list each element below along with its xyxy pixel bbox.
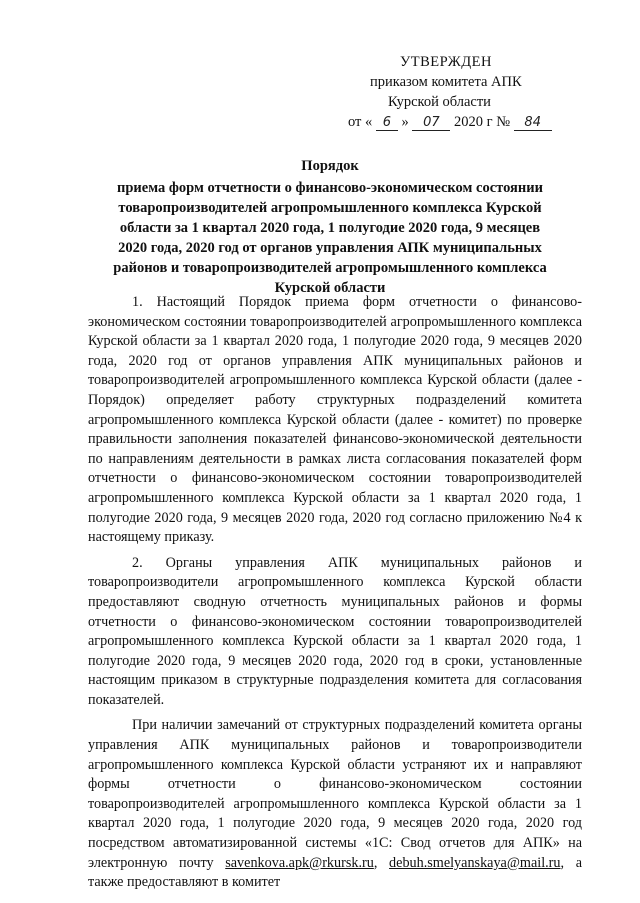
approval-stamp [340, 52, 600, 132]
document-title [110, 156, 550, 298]
approval-date-line [348, 112, 600, 132]
approval-heading: УТВЕРЖДЕН [400, 54, 492, 70]
paragraph-3-text: При наличии замечаний от структурных подразделений комитета органы управления АПК муниципальных районов и товаропроизводители агропромышленного комплекса Курской области устраняют их и направляют формы отчетности о финансово-экономическом состоянии товаропроизводителей агропромышленного комплекса Курской области за 1 квартал 2020 года, 1 полугодие 2020 года, 9 месяцев 2020 года, 2020 год посредством автоматизированной системы «1С: Свод отчетов для АПК» на электронную почту [88, 717, 582, 871]
paragraph-2: 2. Органы управления АПК муниципальных районов и товаропроизводители агропромышленного комплекса Курской области предоставляют сводную отчетность муниципальных районов и формы отчетности о финансово-экономическом состоянии товаропроизводителей агропромышленного комплекса Курской области за 1 квартал 2020 года, 1 полугодие 2020 года, 9 месяцев 2020 года, 2020 год в сроки, установленные настоящим приказом в структурные подразделения комитета для согласования показателей. [88, 554, 582, 708]
document-body [88, 293, 582, 893]
date-mid: » [401, 114, 409, 130]
date-year: 2020 г № [454, 114, 511, 130]
email-link-debuh[interactable]: debuh.smelyanskaya@mail.ru [389, 854, 561, 871]
handwritten-order-number: 84 [514, 115, 552, 131]
paragraph-3 [88, 716, 582, 892]
approval-order-line: приказом комитета АПК [370, 74, 522, 90]
handwritten-day: 6 [376, 115, 398, 131]
email-link-savenkova[interactable]: savenkova.apk@rkursk.ru [225, 854, 374, 871]
title-heading: Порядок [301, 158, 359, 174]
title-subtitle: приема форм отчетности о финансово-экономическом состоянии товаропроизводителей агропромышленного комплекса Курской области за 1 квартал 2020 года, 1 полугодие 2020 года, 9 месяцев 2020 года, 2020 год от органов управления АПК муниципальных районов и товаропроизводителей агропромышленного комплекса Курской области [113, 180, 547, 296]
date-prefix: от « [348, 114, 373, 130]
paragraph-1: 1. Настоящий Порядок приема форм отчетности о финансово-экономическом состоянии товаропроизводителей агропромышленного комплекса Курской области за 1 квартал 2020 года, 1 полугодие 2020 года, 9 месяцев 2020 года, 2020 год от органов управления АПК муниципальных районов и товаропроизводителей агропромышленного комплекса Курской области (далее - Порядок) определяет работу структурных подразделений комитета агропромышленного комплекса Курской области (далее - комитет) по проверке правильности заполнения показателей финансово-экономической деятельности по направлениям деятельности в рамках листа согласования показателей форм отчетности о финансово-экономическом состоянии товаропроизводителей агропромышленного комплекса Курской области за 1 квартал 2020 года, 1 полугодие 2020 года, 9 месяцев 2020 года, 2020 год согласно приложению №4 к настоящему приказу. [88, 294, 582, 546]
paragraph-3-tail: , а также предоставляют в комитет [88, 854, 582, 891]
handwritten-month: 07 [412, 115, 450, 131]
email-separator: , [373, 854, 378, 871]
approval-region-line: Курской области [388, 94, 491, 110]
